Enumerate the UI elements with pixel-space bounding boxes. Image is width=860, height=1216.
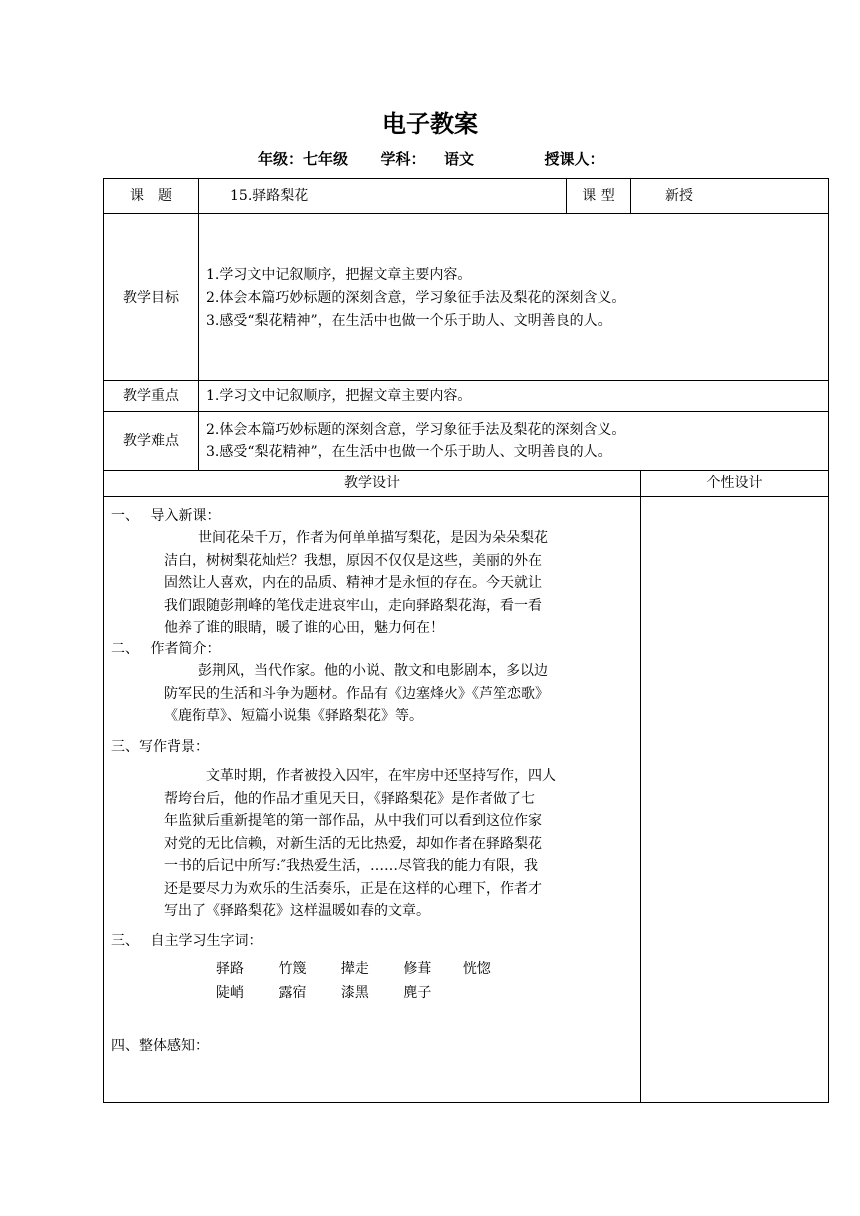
table-line	[103, 496, 829, 497]
vocab-row	[216, 983, 431, 1003]
section-background-body	[164, 765, 556, 923]
topic-value: 15.驿路梨花	[230, 188, 309, 204]
text-line: 《鹿衔草》、短篇小说集《驿路梨花》等。	[164, 708, 423, 724]
table-line	[103, 470, 829, 471]
text-line: 固然让人喜欢，内在的品质、精神才是永恒的存在。今天就让	[164, 575, 542, 591]
section-intro-heading: 一、 导入新课：	[111, 508, 221, 524]
personal-header: 个性设计	[706, 475, 763, 491]
goals-label: 教学目标	[123, 290, 179, 306]
design-header: 教学设计	[344, 475, 400, 491]
section-author-heading: 二、 作者简介：	[111, 641, 221, 657]
section-intro-body	[164, 527, 548, 640]
vocab-row	[216, 959, 491, 979]
goal-item: 2.体会本篇巧妙标题的深刻含意，学习象征手法及梨花的深刻含义。	[206, 290, 626, 306]
vocab-word: 竹篾	[278, 961, 307, 977]
table-line	[198, 178, 199, 470]
section-background-heading: 三、写作背景：	[111, 739, 209, 755]
table-line	[103, 178, 829, 179]
section-vocab-heading: 三、 自主学习生字词：	[111, 933, 263, 949]
text-line: 彭荆风，当代作家。他的小说、散文和电影剧本，多以边	[198, 663, 548, 679]
text-line: 他养了谁的眼睛，暖了谁的心田，魅力何在！	[164, 620, 444, 636]
text-line: 还是要尽力为欢乐的生活奏乐，正是在这样的心理下，作者才	[164, 880, 542, 897]
goal-item: 3.感受“梨花精神”，在生活中也做一个乐于助人、文明善良的人。	[206, 313, 612, 329]
table-line	[640, 470, 641, 1102]
table-line	[103, 178, 104, 1103]
topic-label: 课 题	[130, 188, 172, 204]
vocab-word: 麂子	[403, 985, 432, 1001]
text-line: 一书的后记中所写:″我热爱生活，……尽管我的能力有限，我	[164, 858, 538, 874]
text-line: 对党的无比信赖，对新生活的无比热爱，却如作者在驿路梨花	[164, 835, 542, 852]
table-line	[630, 178, 631, 213]
difficult-item: 2.体会本篇巧妙标题的深刻含意，学习象征手法及梨花的深刻含义。	[206, 422, 626, 438]
text-line: 年监狱后重新提笔的第一部作品，从中我们可以看到这位作家	[164, 813, 542, 829]
grade-label: 年级：七年级	[258, 150, 349, 168]
difficult-item: 3.感受“梨花精神”，在生活中也做一个乐于助人、文明善良的人。	[206, 444, 612, 460]
subject-label: 学科：	[380, 150, 426, 168]
difficult-label: 教学难点	[123, 433, 179, 449]
text-line: 帮垮台后，他的作品才重见天日，《驿路梨花》是作者做了七	[164, 790, 535, 807]
subject-value: 语文	[443, 150, 474, 168]
text-line: 世间花朵千万，作者为何单单描写梨花，是因为朵朵梨花	[198, 530, 548, 546]
teacher-label: 授课人：	[544, 150, 605, 168]
vocab-word: 修葺	[403, 961, 432, 977]
table-line	[103, 380, 829, 381]
vocab-word: 露宿	[278, 985, 307, 1001]
vocab-word: 撵走	[340, 961, 369, 977]
vocab-word: 恍惚	[462, 961, 491, 977]
vocab-word: 漆黑	[340, 985, 369, 1001]
section-author-body	[164, 660, 549, 728]
text-line: 洁白，树树梨花灿烂？我想，原因不仅仅是这些，美丽的外在	[164, 552, 542, 569]
type-label: 课 型	[582, 188, 615, 204]
key-label: 教学重点	[123, 388, 179, 404]
table-line	[828, 178, 829, 1103]
table-line	[103, 411, 829, 412]
section-overview-heading: 四、整体感知：	[111, 1038, 209, 1054]
text-line: 写出了《驿路梨花》这样温暖如春的文章。	[164, 903, 430, 919]
goal-item: 1.学习文中记叙顺序，把握文章主要内容。	[206, 267, 472, 283]
text-line: 我们跟随彭荆峰的笔伐走进哀牢山，走向驿路梨花海，看一看	[164, 597, 542, 614]
page-title: 电子教案	[382, 110, 478, 138]
table-line	[103, 1102, 829, 1103]
text-line: 防军民的生活和斗争为题材。作品有《边塞烽火》《芦笙恋歌》	[164, 685, 549, 702]
text-line: 文革时期，作者被投入囚牢，在牢房中还坚持写作，四人	[206, 768, 556, 784]
type-value: 新授	[665, 188, 693, 204]
key-item: 1.学习文中记叙顺序，把握文章主要内容。	[206, 388, 472, 404]
table-line	[103, 213, 829, 214]
vocab-word: 驿路	[216, 961, 244, 977]
vocab-word: 陡峭	[216, 985, 244, 1001]
